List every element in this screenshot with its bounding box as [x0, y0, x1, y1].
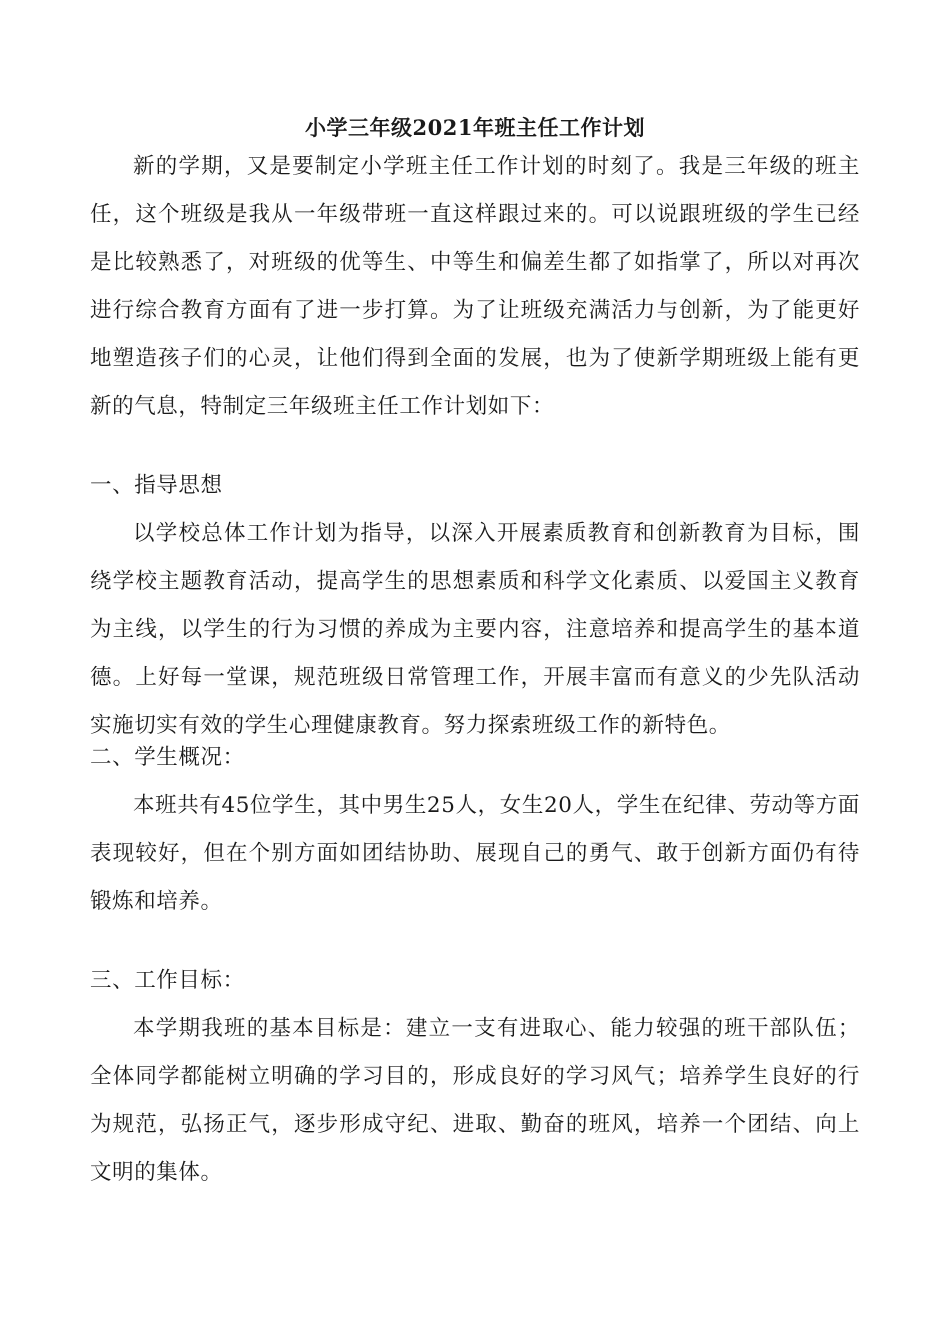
document-title: 小学三年级2021年班主任工作计划 — [305, 115, 645, 140]
section-heading-student-overview: 二、学生概况： — [90, 745, 245, 770]
intro-paragraph: 新的学期，又是要制定小学班主任工作计划的时刻了。我是三年级的班主任，这个班级是我从一年级带班一直这样跟过来的。可以说跟班级的学生已经是比较熟悉了，对班级的优等生、中等生和偏差生都了如指掌了，所以对再次进行综合教育方面有了进一步打算。为了让班级充满活力与创新，为了能更好地塑造孩子们的心灵，让他们得到全面的发展，也为了使新学期班级上能有更新的气息，特制定三年级班主任工作计划如下： — [90, 154, 860, 419]
section-heading-guiding-ideology: 一、指导思想 — [90, 473, 223, 498]
section-heading-work-goals: 三、工作目标： — [90, 968, 245, 993]
section-body-student-overview: 本班共有45位学生，其中男生25人，女生20人，学生在纪律、劳动等方面表现较好，但在个别方面如团结协助、展现自己的勇气、敢于创新方面仍有待锻炼和培养。 — [90, 793, 860, 914]
section-body-work-goals: 本学期我班的基本目标是：建立一支有进取心、能力较强的班干部队伍；全体同学都能树立明确的学习目的，形成良好的学习风气；培养学生良好的行为规范，弘扬正气，逐步形成守纪、进取、勤奋的班风，培养一个团结、向上文明的集体。 — [90, 1016, 860, 1185]
section-body-guiding-ideology: 以学校总体工作计划为指导，以深入开展素质教育和创新教育为目标，围绕学校主题教育活动，提高学生的思想素质和科学文化素质、以爱国主义教育为主线，以学生的行为习惯的养成为主要内容，注意培养和提高学生的基本道德。上好每一堂课，规范班级日常管理工作，开展丰富而有意义的少先队活动实施切实有效的学生心理健康教育。努力探索班级工作的新特色。 — [90, 521, 860, 738]
